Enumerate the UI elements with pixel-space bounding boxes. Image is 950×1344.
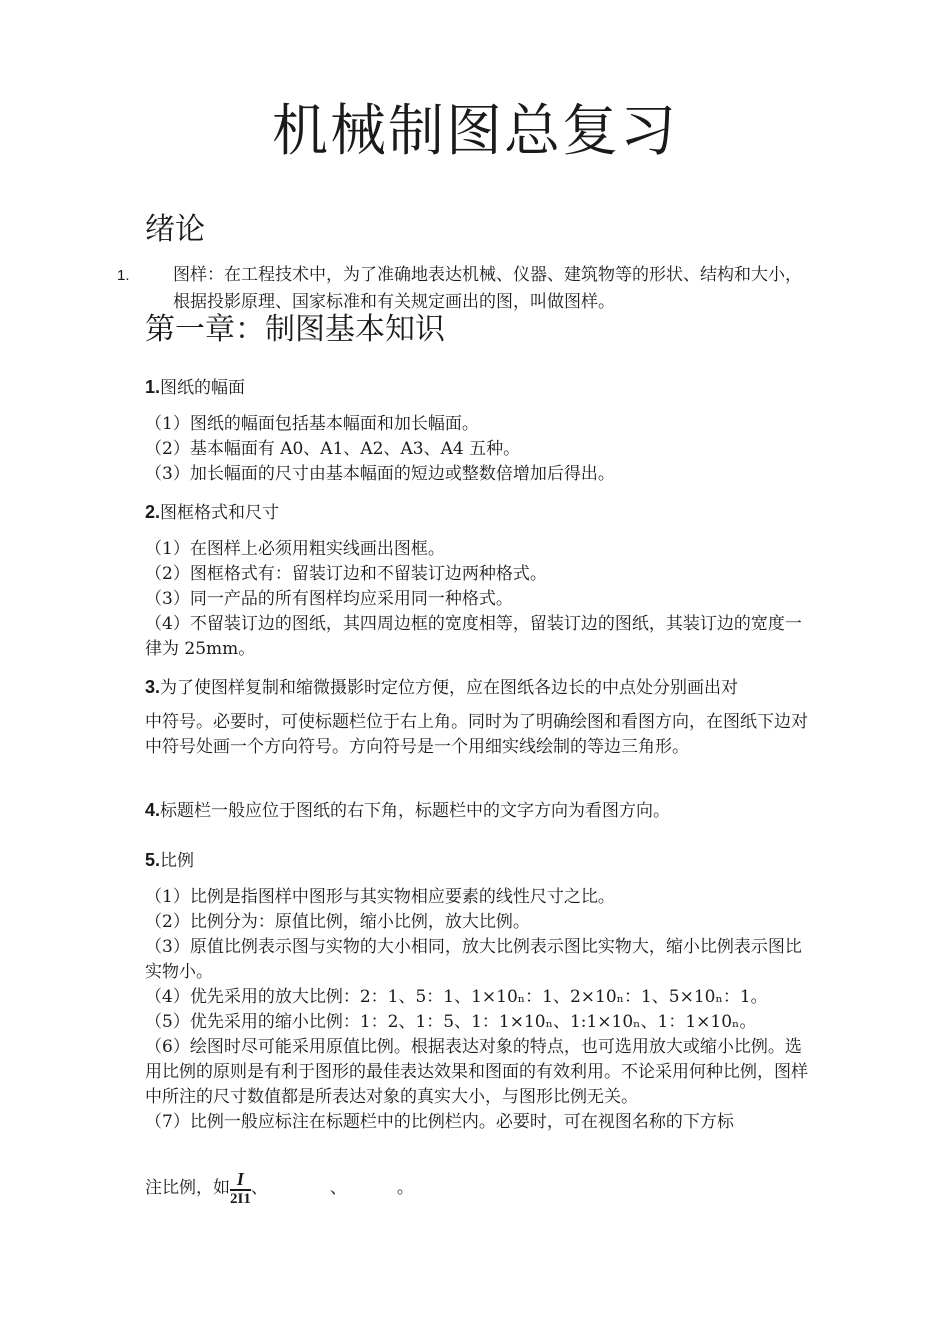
section-4-text: 标题栏一般应位于图纸的右下角，标题栏中的文字方向为看图方向。 bbox=[160, 801, 671, 821]
list-item: （1）图纸的幅面包括基本幅面和加长幅面。 bbox=[145, 414, 479, 434]
section-number: 4. bbox=[145, 800, 161, 820]
separator: 、 bbox=[250, 1178, 268, 1198]
intro-item-text: 图样：在工程技术中，为了准确地表达机械、仪器、建筑物等的形状、结构和大小，根据投影原理、国家标准和有关规定画出的图，叫做图样。 bbox=[173, 265, 802, 312]
page-title: 机械制图总复习 bbox=[272, 99, 678, 164]
list-item: （3）加长幅面的尺寸由基本幅面的短边或整数倍增加后得出。 bbox=[145, 464, 615, 484]
fraction-numerator: I bbox=[236, 1169, 244, 1189]
intro-item-number: 1. bbox=[117, 267, 130, 284]
list-item: （7）比例一般应标注在标题栏中的比例栏内。必要时，可在视图名称的下方标 bbox=[145, 1112, 734, 1132]
list-item: （3）同一产品的所有图样均应采用同一种格式。 bbox=[145, 589, 513, 609]
section-3-line1 bbox=[145, 675, 813, 701]
chapter-heading: 第一章：制图基本知识 bbox=[145, 312, 445, 347]
section-title: 图纸的幅面 bbox=[160, 378, 246, 398]
list-item: （2）比例分为：原值比例，缩小比例，放大比例。 bbox=[145, 912, 530, 932]
intro-heading: 绪论 bbox=[145, 212, 205, 247]
separator: 、 bbox=[329, 1178, 347, 1198]
example-prefix: 注比例，如 bbox=[145, 1178, 230, 1198]
list-item: （3）原值比例表示图与实物的大小相同，放大比例表示图比实物大，缩小比例表示图比实物小。 bbox=[145, 937, 802, 982]
section-title: 图框格式和尺寸 bbox=[160, 503, 280, 523]
section-number: 1. bbox=[145, 377, 161, 397]
section-2-list bbox=[145, 537, 813, 662]
list-item: （4）优先采用的放大比例：2：1、5：1、1×10ₙ：1、2×10ₙ：1、5×10ₙ：1。 bbox=[145, 987, 768, 1007]
intro-item bbox=[117, 262, 813, 316]
list-item: （4）不留装订边的图纸，其四周边框的宽度相等，留装订边的图纸，其装订边的宽度一律为 25mm。 bbox=[145, 614, 802, 659]
end-mark: 。 bbox=[396, 1178, 414, 1198]
list-item: （2）基本幅面有 A0、A1、A2、A3、A4 五种。 bbox=[145, 439, 521, 459]
section-5-heading bbox=[145, 848, 813, 874]
section-1-heading bbox=[145, 375, 813, 401]
section-5-list bbox=[145, 885, 813, 1135]
section-number: 3. bbox=[145, 677, 161, 697]
scale-fraction bbox=[230, 1170, 251, 1207]
section-number: 5. bbox=[145, 850, 161, 870]
list-item: （1）比例是指图样中图形与其实物相应要素的线性尺寸之比。 bbox=[145, 887, 615, 907]
list-item: （2）图框格式有：留装订边和不留装订边两种格式。 bbox=[145, 564, 547, 584]
list-item: （6）绘图时尽可能采用原值比例。根据表达对象的特点，也可选用放大或缩小比例。选用比例的原则是有利于图形的最佳表达效果和图面的有效利用。不论采用何种比例，图样中所注的尺寸数值都是所表达对象的真实大小，与图形比例无关。 bbox=[145, 1037, 808, 1107]
list-item: （1）在图样上必须用粗实线画出图框。 bbox=[145, 539, 445, 559]
section-1-list bbox=[145, 412, 813, 487]
list-item: （5）优先采用的缩小比例：1：2、1：5、1：1×10ₙ、1:1×10ₙ、1：1×10ₙ。 bbox=[145, 1012, 757, 1032]
section-title: 比例 bbox=[160, 851, 195, 871]
section-3-text-line1: 为了使图样复制和缩微摄影时定位方便，应在图纸各边长的中点处分别画出对 bbox=[160, 678, 739, 698]
section-2-heading bbox=[145, 500, 813, 526]
section-number: 2. bbox=[145, 502, 161, 522]
section-5-example-line bbox=[145, 1170, 813, 1207]
fraction-denominator: 2I1 bbox=[230, 1191, 251, 1207]
section-4 bbox=[145, 798, 813, 824]
section-3-text: 中符号。必要时，可使标题栏位于右上角。同时为了明确绘图和看图方向，在图纸下边对中符号处画一个方向符号。方向符号是一个用细实线绘制的等边三角形。 bbox=[145, 712, 808, 757]
